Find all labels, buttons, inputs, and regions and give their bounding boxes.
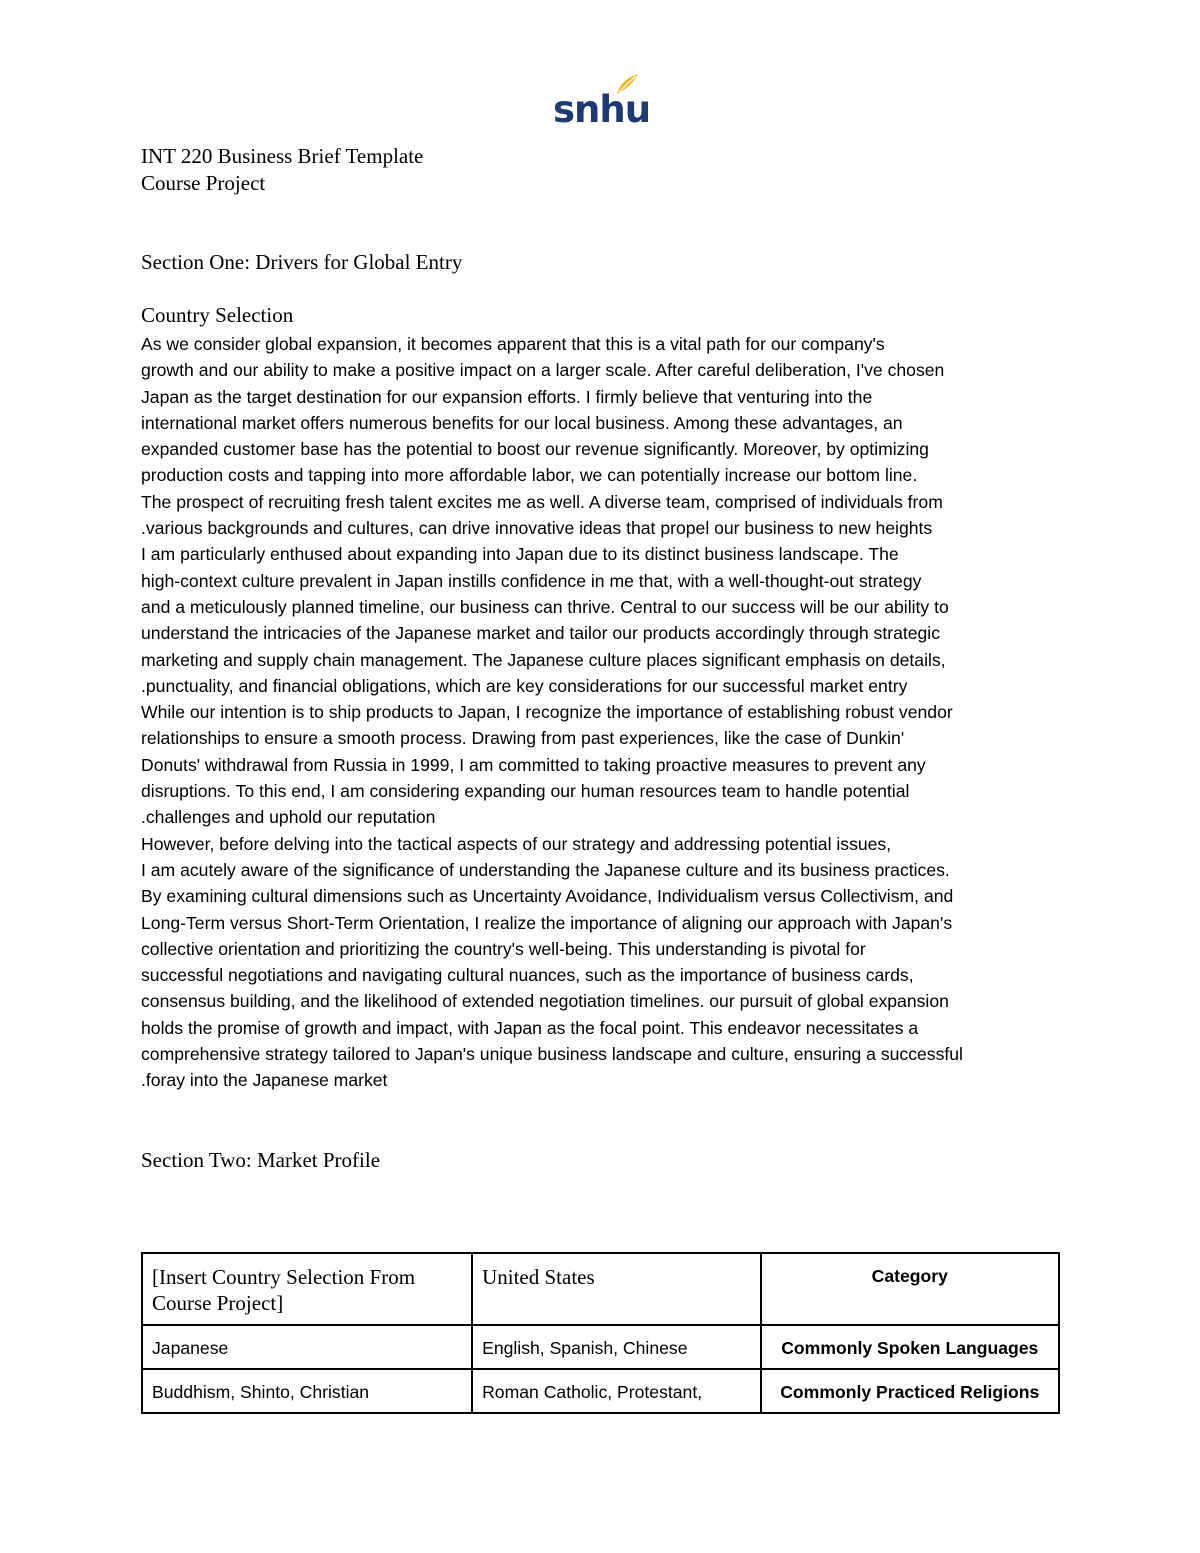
- table-cell: English, Spanish, Chinese: [472, 1325, 760, 1369]
- body-line: relationships to ensure a smooth process. Drawing from past experiences, like the case of Dunkin': [141, 728, 905, 749]
- body-line: .punctuality, and financial obligations, which are key considerations for our successful market entry: [141, 675, 908, 696]
- body-line: successful negotiations and navigating cultural nuances, such as the importance of business cards,: [141, 965, 914, 986]
- logo-wordmark: snhu: [553, 88, 651, 131]
- body-line: and a meticulously planned timeline, our business can thrive. Central to our success will be our ability to: [141, 596, 949, 617]
- table-row: [142, 1325, 1059, 1369]
- body-line: .challenges and uphold our reputation: [141, 807, 436, 828]
- document-title: INT 220 Business Brief Template: [141, 144, 424, 168]
- body-line: As we consider global expansion, it becomes apparent that this is a vital path for our company's: [141, 334, 885, 354]
- body-line: growth and our ability to make a positive impact on a larger scale. After careful deliberation, I've chosen: [141, 360, 945, 381]
- table-cell-category: Commonly Spoken Languages: [761, 1325, 1059, 1369]
- body-line: I am acutely aware of the significance of understanding the Japanese culture and its business practices.: [141, 859, 950, 880]
- table-row: [142, 1369, 1059, 1413]
- body-line: production costs and tapping into more affordable labor, we can potentially increase our bottom line.: [141, 465, 918, 486]
- document-subtitle: Course Project: [141, 171, 266, 195]
- body-line: holds the promise of growth and impact, with Japan as the focal point. This endeavor necessitates a: [141, 1017, 919, 1038]
- table-header-cell: United States: [472, 1253, 760, 1325]
- body-line: However, before delving into the tactical aspects of our strategy and addressing potential issues,: [141, 833, 892, 854]
- country-selection-body: [141, 331, 1071, 1094]
- body-line: .foray into the Japanese market: [141, 1070, 388, 1091]
- body-line: Long-Term versus Short-Term Orientation, I realize the importance of aligning our approach with Japan's: [141, 912, 953, 933]
- body-line: marketing and supply chain management. The Japanese culture places significant emphasis on details,: [141, 649, 946, 670]
- body-line: comprehensive strategy tailored to Japan's unique business landscape and culture, ensuring a successful: [141, 1044, 963, 1065]
- table-cell-category: Commonly Practiced Religions: [761, 1369, 1059, 1413]
- table-cell: Japanese: [142, 1325, 472, 1369]
- table-cell: Roman Catholic, Protestant,: [472, 1369, 760, 1413]
- snhu-logo: [553, 72, 651, 134]
- body-line: Japan as the target destination for our expansion efforts. I firmly believe that venturing into the: [141, 386, 873, 407]
- section-one-title: Section One: Drivers for Global Entry: [141, 250, 463, 274]
- body-line: expanded customer base has the potential to boost our revenue significantly. Moreover, by optimizing: [141, 439, 929, 460]
- table-header-cell: [Insert Country Selection From Course Project]: [142, 1253, 472, 1325]
- body-line: The prospect of recruiting fresh talent excites me as well. A diverse team, comprised of individuals from: [141, 491, 943, 512]
- table-cell: Buddhism, Shinto, Christian: [142, 1369, 472, 1413]
- body-line: While our intention is to ship products to Japan, I recognize the importance of establishing robust vendor: [141, 702, 953, 723]
- body-line: understand the intricacies of the Japanese market and tailor our products accordingly through strategic: [141, 623, 941, 644]
- body-line: disruptions. To this end, I am considering expanding our human resources team to handle potential: [141, 781, 910, 802]
- body-line: .various backgrounds and cultures, can drive innovative ideas that propel our business to new heights: [141, 518, 933, 539]
- body-line: I am particularly enthused about expanding into Japan due to its distinct business landscape. The: [141, 544, 899, 565]
- country-selection-heading: Country Selection: [141, 303, 294, 327]
- section-two-title: Section Two: Market Profile: [141, 1148, 381, 1172]
- table-header-row: [142, 1253, 1059, 1325]
- market-profile-table: [141, 1252, 1060, 1414]
- body-line: high-context culture prevalent in Japan instills confidence in me that, with a well-thought-out strategy: [141, 570, 922, 591]
- table-header-cell: Category: [761, 1253, 1059, 1325]
- body-line: collective orientation and prioritizing the country's well-being. This understanding is pivotal for: [141, 938, 866, 959]
- body-line: By examining cultural dimensions such as Uncertainty Avoidance, Individualism versus Collectivism, and: [141, 886, 954, 907]
- body-line: consensus building, and the likelihood of extended negotiation timelines. our pursuit of global expansion: [141, 991, 949, 1012]
- body-line: international market offers numerous benefits for our local business. Among these advantages, an: [141, 412, 903, 433]
- body-line: Donuts' withdrawal from Russia in 1999, I am committed to taking proactive measures to prevent any: [141, 754, 926, 775]
